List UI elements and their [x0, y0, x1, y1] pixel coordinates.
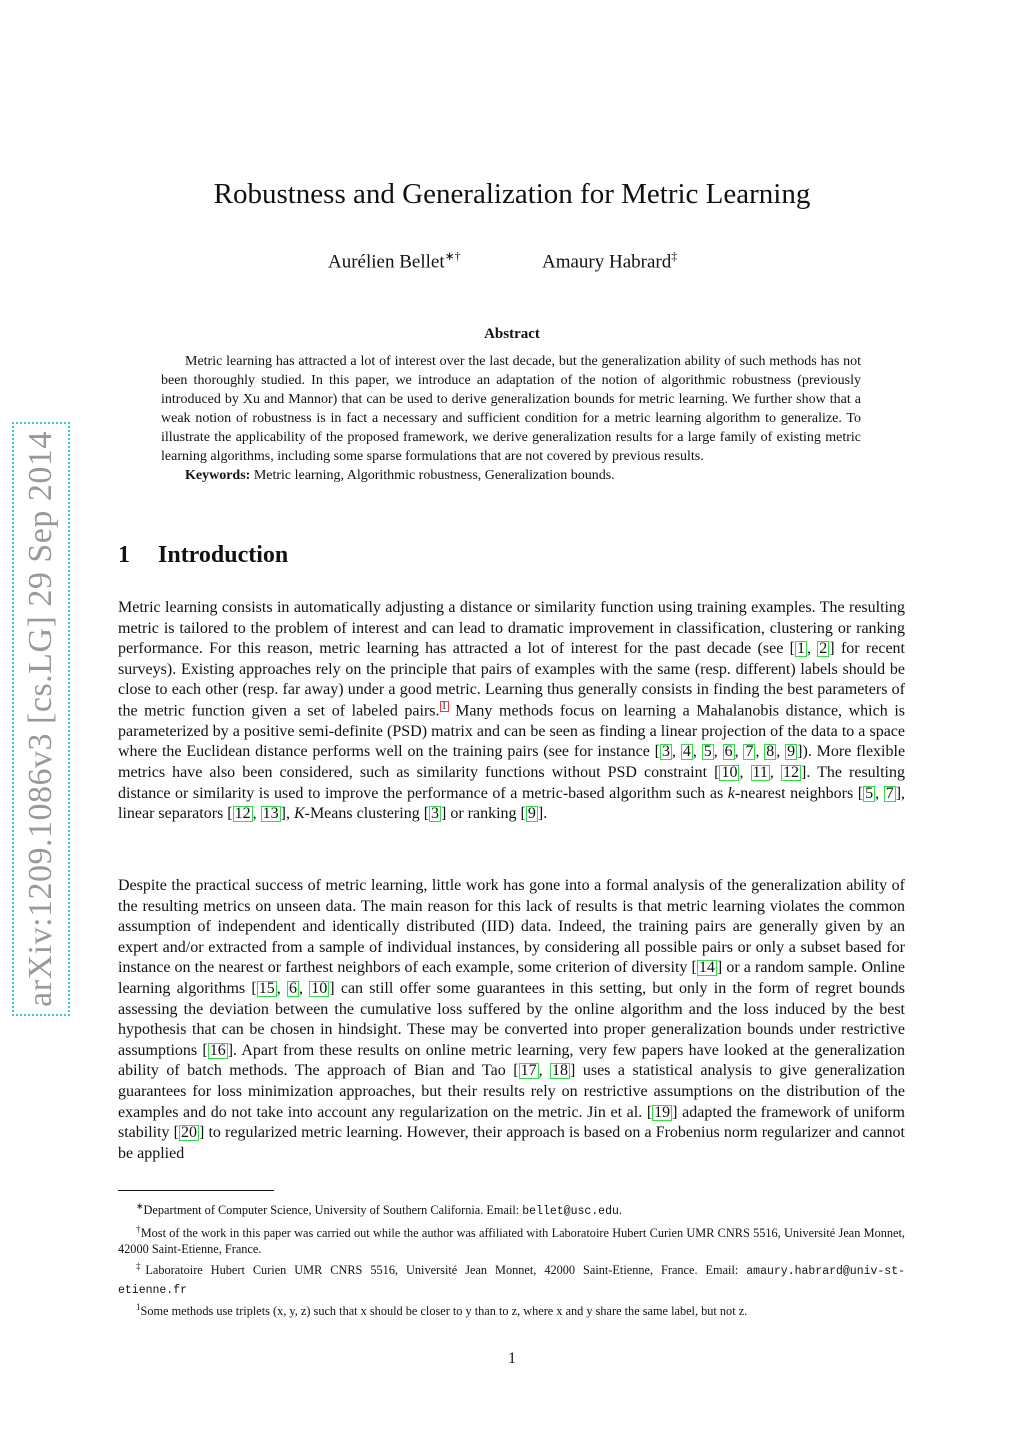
- citation-link[interactable]: 8: [766, 743, 775, 761]
- footnote-3: [118, 1258, 905, 1299]
- citation-link[interactable]: 10: [721, 764, 738, 782]
- footnote-1: ∗Department of Computer Science, University of Southern California. Email: bellet@usc.edu.: [136, 1201, 622, 1219]
- page-number: 1: [508, 1350, 516, 1367]
- abstract-heading: Abstract: [484, 326, 540, 342]
- arxiv-id: arXiv:1209.1086v3 [cs.LG] 29 Sep 2014: [22, 431, 59, 1007]
- paragraph: Metric learning consists in automatically adjusting a distance or similarity function using training examples. The resulting metric is tailored to the problem of interest and can lead to dramatic improvement in classification, clustering or ranking performance. For this reason, metric learning has attracted a lot of interest for the past decade (see [ 1 , 2 ] for recent surveys). Existing approaches rely on the principle that pairs of examples with the same (resp. different) labels should be close to each other (resp. far away) under a good metric. Learning thus generally consists in finding the best parameters of the metric function given a set of labeled pairs. 1 Many methods focus on learning a Mahalanobis distance, which is parameterized by a positive semi-definite (PSD) matrix and can be seen as finding a linear projection of the data to a space where the Euclidean distance performs well on the training pairs (see for instance [ 3 , 4 , 5 , 6 , 7 , 8 , 9 ]). More flexible metrics have also been considered, such as similarity functions without PSD constraint [ 10 , 11 , 12 ]. The resulting distance or similarity is used to improve the performance of a metric-based algorithm such as k-nearest neighbors [ 5 , 7 ], linear separators [ 12 , 13 ], K-Means clustering [ 3 ] or ranking [ 9 ].: [118, 599, 906, 823]
- citation-link[interactable]: 16: [209, 1041, 226, 1059]
- footnote-3-email[interactable]: amaury.habrard@univ-st-etienne.fr: [118, 1265, 906, 1297]
- citation-link[interactable]: 12: [782, 764, 799, 782]
- footnote-2-mark: †: [136, 1223, 141, 1234]
- citation-link[interactable]: 9: [787, 743, 796, 761]
- footnote-1-email[interactable]: bellet@usc.edu: [522, 1205, 619, 1219]
- citation-link[interactable]: 10: [311, 979, 328, 997]
- keywords: [161, 466, 861, 485]
- citation-link[interactable]: 18: [552, 1062, 569, 1080]
- footnotes: [118, 1198, 905, 1320]
- citation-link[interactable]: 12: [234, 805, 251, 823]
- citation-link[interactable]: 9: [527, 805, 536, 823]
- citation-link[interactable]: 14: [698, 959, 715, 977]
- footnote-2-text: Most of the work in this paper was carried out while the author was affiliated with Laboratoire Hubert Curien UMR CNRS 5516, Université Jean Monnet, 42000 Saint-Etienne, France.: [118, 1225, 905, 1257]
- citation-link[interactable]: 4: [682, 743, 691, 761]
- keywords-text: Metric learning, Algorithmic robustness, Generalization bounds.: [253, 468, 615, 483]
- citation-link[interactable]: 2: [819, 640, 828, 658]
- section-title: Introduction: [158, 542, 289, 568]
- footnote-2: [118, 1221, 905, 1258]
- citation-link[interactable]: 17: [520, 1062, 537, 1080]
- footnote-1-text: Department of Computer Science, University of Southern California. Email:: [143, 1203, 523, 1218]
- citation-link[interactable]: 13: [262, 805, 279, 823]
- citation-link[interactable]: 7: [745, 743, 754, 761]
- section-number: 1: [118, 542, 130, 568]
- citation-link[interactable]: 6: [724, 743, 733, 761]
- citation-link[interactable]: 3: [431, 805, 440, 823]
- citation-link[interactable]: 6: [288, 979, 297, 997]
- footnote-4: [118, 1299, 905, 1320]
- footnote-link[interactable]: 1: [441, 700, 447, 712]
- author-1-name: Aurélien Bellet: [328, 251, 445, 273]
- footnote-4-mark: 1: [136, 1302, 141, 1313]
- citation-link[interactable]: 5: [865, 784, 874, 802]
- author-1-marks: ∗†: [444, 249, 461, 263]
- abstract: [161, 352, 861, 485]
- abstract-text: Metric learning has attracted a lot of interest over the last decade, but the generalization ability of such methods has not been thoroughly studied. In this paper, we introduce an adaptation of the notion of algorithmic robustness (previously introduced by Xu and Mannor) that can be used to derive generalization bounds for metric learning. We further show that a weak notion of robustness is in fact a necessary and sufficient condition for a metric learning algorithm to generalize. To illustrate the applicability of the proposed framework, we derive generalization results for a large family of existing metric learning algorithms, including some sparse formulations that are not covered by previous results.: [161, 354, 861, 464]
- citation-link[interactable]: 1: [796, 640, 805, 658]
- footnote-3-mark: ‡: [136, 1260, 146, 1271]
- author-2-marks: ‡: [671, 249, 678, 263]
- footnote-1-mark: ∗: [136, 1201, 144, 1211]
- intro-paragraph-1: [118, 598, 905, 835]
- keywords-label: Keywords:: [185, 468, 251, 483]
- citation-link[interactable]: 11: [752, 764, 768, 782]
- footnote-3-text: Laboratoire Hubert Curien UMR CNRS 5516, Université Jean Monnet, 42000 Saint-Etienne, France. Email:: [145, 1263, 747, 1278]
- citation-link[interactable]: 15: [258, 979, 275, 997]
- citation-link[interactable]: 20: [181, 1124, 198, 1142]
- author-2-name: Amaury Habrard: [542, 251, 672, 273]
- footnote-rule: [118, 1190, 274, 1191]
- footnote-4-text: Some methods use triplets (x, y, z) such that x should be closer to y than to z, where x and y share the same label, but not z.: [140, 1304, 748, 1319]
- paper-title: Robustness and Generalization for Metric Learning: [213, 178, 811, 210]
- arxiv-stamp: [12, 422, 70, 1016]
- intro-paragraph-2: [118, 876, 905, 1174]
- citation-link[interactable]: 3: [662, 743, 670, 761]
- author-2: [542, 249, 677, 273]
- section-heading: [118, 542, 288, 569]
- citation-link[interactable]: 5: [703, 743, 712, 761]
- citation-link[interactable]: 19: [654, 1103, 671, 1121]
- author-1: [328, 249, 461, 273]
- paragraph: Despite the practical success of metric learning, little work has gone into a formal analysis of the generalization ability of the resulting metrics on unseen data. The main reason for this lack of results is that metric learning violates the common assumption of independent and identically distributed (IID) data. Indeed, the training pairs are generally given by an expert and/or extracted from a sample of individual instances, by considering all possible pairs or only a subset based for instance on the nearest or farthest neighbors of each example, some criterion of diversity [ 14 ] or a random sample. Online learning algorithms [ 15 , 6 , 10 ] can still offer some guarantees in this setting, but only in the form of regret bounds assessing the deviation between the cumulative loss suffered by the online algorithm and the loss induced by the best hypothesis that can be chosen in hindsight. These may be converted into proper generalization bounds under restrictive assumptions [ 16 ]. Apart from these results on online metric learning, very few papers have looked at the generalization ability of batch methods. The approach of Bian and Tao [ 17 , 18 ] uses a statistical analysis to give generalization guarantees for loss minimization approaches, but their results rely on restrictive assumptions on the distribution of the examples and do not take into account any regularization on the metric. Jin et al. [ 19 ] adapted the framework of uniform stability [ 20 ] to regularized metric learning. However, their approach is based on a Frobenius norm regularizer and cannot be applied: [118, 877, 906, 1162]
- citation-link[interactable]: 7: [885, 784, 894, 802]
